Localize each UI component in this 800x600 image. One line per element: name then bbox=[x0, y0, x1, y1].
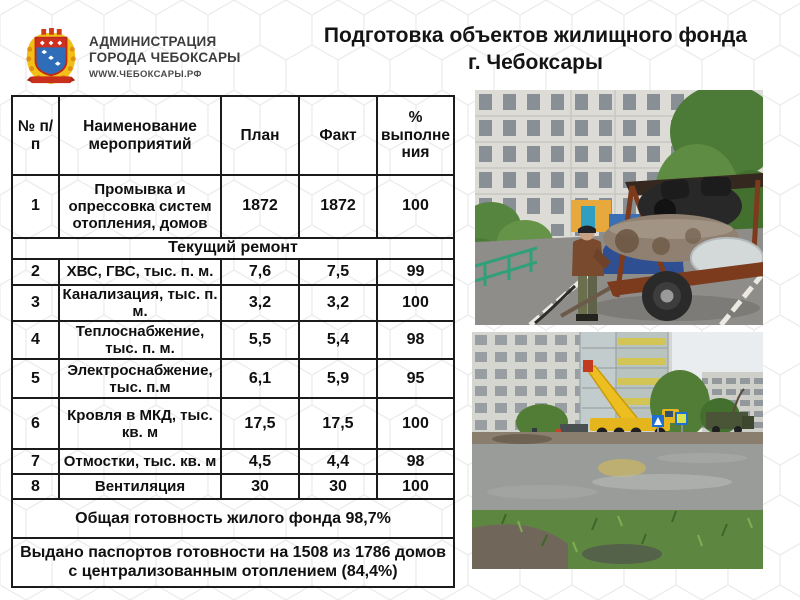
col-header-num: № п/п bbox=[12, 96, 59, 175]
row-name: Теплоснабжение, тыс. п. м. bbox=[59, 321, 221, 359]
works-table bbox=[11, 95, 455, 588]
table-header-row bbox=[12, 96, 454, 175]
row-plan: 4,5 bbox=[221, 449, 299, 474]
row-percent: 98 bbox=[377, 321, 454, 359]
row-num: 4 bbox=[12, 321, 59, 359]
row-percent: 98 bbox=[377, 449, 454, 474]
col-header-name: Наименование мероприятий bbox=[59, 96, 221, 175]
row-plan: 30 bbox=[221, 474, 299, 499]
admin-org-line2: ГОРОДА ЧЕБОКСАРЫ bbox=[89, 50, 241, 65]
slide-title-line1: Подготовка объектов жилищного фонда bbox=[323, 24, 748, 48]
photo-compressor-trailer bbox=[475, 90, 763, 325]
table-row bbox=[12, 259, 454, 285]
row-name: ХВС, ГВС, тыс. п. м. bbox=[59, 259, 221, 285]
row-fact: 5,9 bbox=[299, 359, 377, 398]
table-row bbox=[12, 175, 454, 238]
row-num: 6 bbox=[12, 398, 59, 449]
slide-title bbox=[278, 22, 793, 76]
row-percent: 100 bbox=[377, 474, 454, 499]
row-plan: 7,6 bbox=[221, 259, 299, 285]
admin-website: WWW.ЧЕБОКСАРЫ.РФ bbox=[89, 69, 202, 80]
admin-org-line1: АДМИНИСТРАЦИЯ bbox=[89, 34, 217, 49]
row-num: 7 bbox=[12, 449, 59, 474]
row-plan: 5,5 bbox=[221, 321, 299, 359]
table-row bbox=[12, 474, 454, 499]
row-percent: 95 bbox=[377, 359, 454, 398]
row-fact: 30 bbox=[299, 474, 377, 499]
cheboksary-coat-of-arms-icon bbox=[22, 27, 80, 87]
section-label: Текущий ремонт bbox=[12, 238, 454, 259]
row-percent: 100 bbox=[377, 285, 454, 321]
row-num: 1 bbox=[12, 175, 59, 238]
passports-row bbox=[12, 538, 454, 587]
row-percent: 100 bbox=[377, 398, 454, 449]
row-fact: 17,5 bbox=[299, 398, 377, 449]
row-plan: 1872 bbox=[221, 175, 299, 238]
col-header-plan: План bbox=[221, 96, 299, 175]
table-row bbox=[12, 285, 454, 321]
row-fact: 1872 bbox=[299, 175, 377, 238]
row-name: Отмостки, тыс. кв. м bbox=[59, 449, 221, 474]
row-fact: 4,4 bbox=[299, 449, 377, 474]
row-plan: 3,2 bbox=[221, 285, 299, 321]
photo-street-crane bbox=[472, 332, 763, 569]
row-name: Промывка и опрессовка систем отопления, домов bbox=[59, 175, 221, 238]
row-num: 8 bbox=[12, 474, 59, 499]
row-fact: 3,2 bbox=[299, 285, 377, 321]
row-name: Вентиляция bbox=[59, 474, 221, 499]
summary-row bbox=[12, 499, 454, 538]
row-name: Электроснабжение, тыс. п.м bbox=[59, 359, 221, 398]
table-row bbox=[12, 321, 454, 359]
row-name: Канализация, тыс. п. м. bbox=[59, 285, 221, 321]
row-percent: 100 bbox=[377, 175, 454, 238]
row-num: 2 bbox=[12, 259, 59, 285]
row-plan: 17,5 bbox=[221, 398, 299, 449]
admin-logo-text bbox=[89, 34, 241, 80]
slide-title-line2: г. Чебоксары bbox=[468, 51, 603, 75]
section-row bbox=[12, 238, 454, 259]
summary-label: Общая готовность жилого фонда 98,7% bbox=[12, 499, 454, 538]
row-fact: 5,4 bbox=[299, 321, 377, 359]
row-num: 3 bbox=[12, 285, 59, 321]
row-plan: 6,1 bbox=[221, 359, 299, 398]
apartment-building-left bbox=[472, 332, 672, 432]
table-row bbox=[12, 359, 454, 398]
table-row bbox=[12, 449, 454, 474]
row-percent: 99 bbox=[377, 259, 454, 285]
row-fact: 7,5 bbox=[299, 259, 377, 285]
row-num: 5 bbox=[12, 359, 59, 398]
passports-label: Выдано паспортов готовности на 1508 из 1786 домов с централизованным отоплением (84,4%) bbox=[12, 538, 454, 587]
table-row bbox=[12, 398, 454, 449]
admin-logo bbox=[22, 27, 241, 87]
col-header-fact: Факт bbox=[299, 96, 377, 175]
col-header-percent: % выполнения bbox=[377, 96, 454, 175]
row-name: Кровля в МКД, тыс. кв. м bbox=[59, 398, 221, 449]
